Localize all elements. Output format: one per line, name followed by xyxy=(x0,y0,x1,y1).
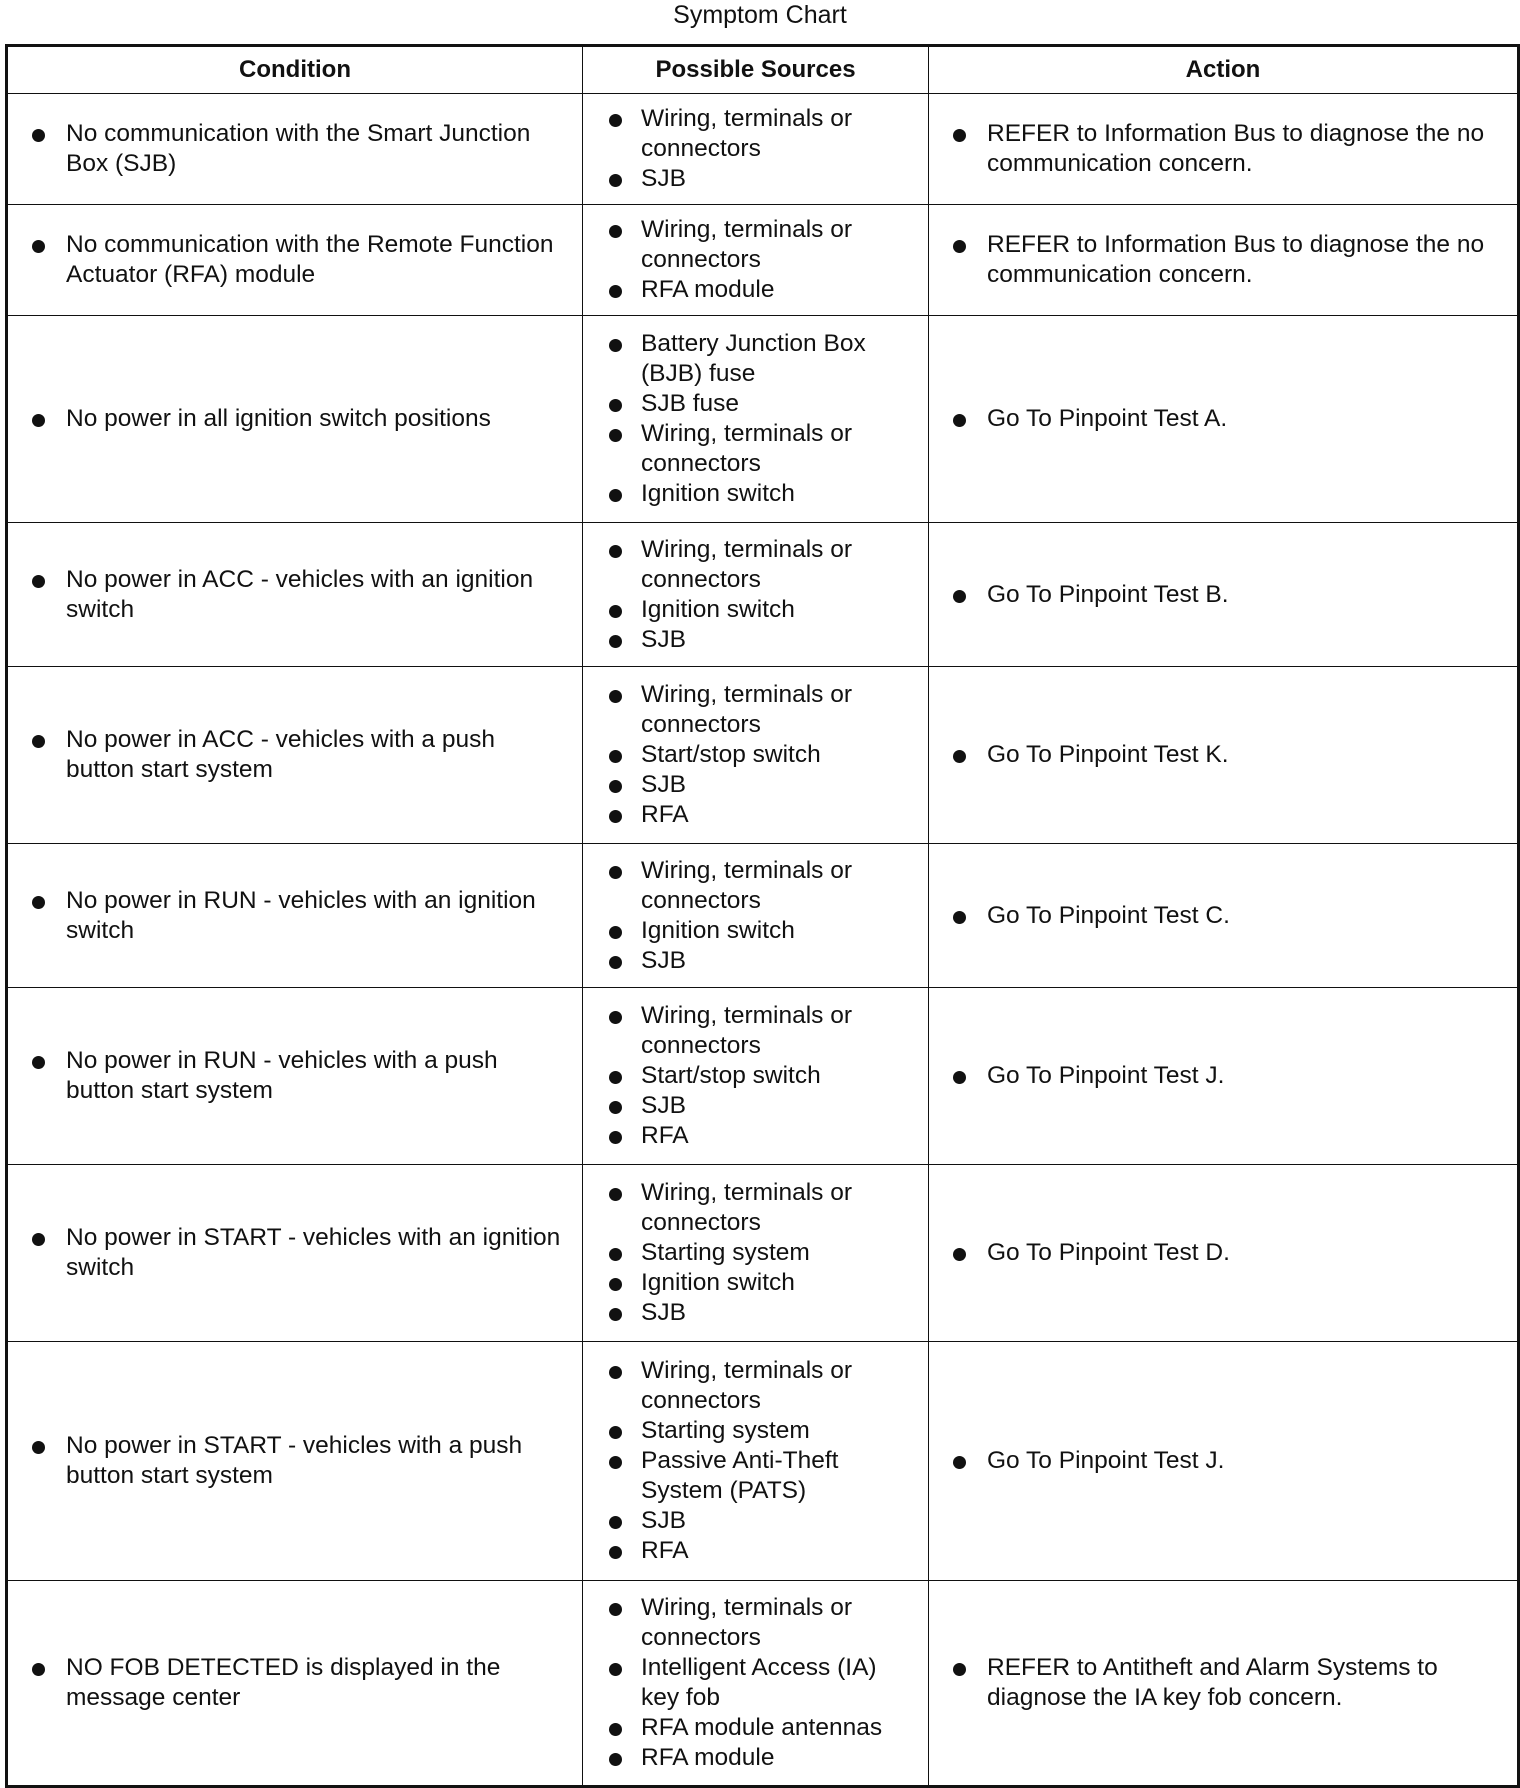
table-row xyxy=(7,844,1519,988)
source-item: Wiring, terminals or connectors xyxy=(583,215,928,275)
source-item: RFA module antennas xyxy=(583,1713,928,1743)
condition-cell xyxy=(7,94,583,205)
source-item: Wiring, terminals or connectors xyxy=(583,1593,928,1653)
bullet-list xyxy=(8,886,582,946)
table-row xyxy=(7,523,1519,667)
source-item: Ignition switch xyxy=(583,1268,928,1298)
source-item: SJB xyxy=(583,1298,928,1328)
condition-text: No communication with the Remote Function Actuator (RFA) module xyxy=(8,230,582,290)
table-row xyxy=(7,1342,1519,1581)
bullet-list xyxy=(929,580,1517,610)
source-item: SJB xyxy=(583,770,928,800)
source-item: RFA xyxy=(583,1536,928,1566)
bullet-list xyxy=(8,1223,582,1283)
source-item: Start/stop switch xyxy=(583,740,928,770)
source-item: Wiring, terminals or connectors xyxy=(583,856,928,916)
possible-sources-cell xyxy=(583,94,929,205)
condition-cell xyxy=(7,205,583,316)
bullet-list xyxy=(583,104,928,194)
chart-caption: Symptom Chart xyxy=(673,1,847,29)
source-item: Ignition switch xyxy=(583,916,928,946)
source-item: Ignition switch xyxy=(583,595,928,625)
action-text: Go To Pinpoint Test J. xyxy=(929,1446,1517,1476)
action-cell xyxy=(929,205,1519,316)
bullet-list xyxy=(583,215,928,305)
source-item: SJB xyxy=(583,164,928,194)
action-cell xyxy=(929,667,1519,844)
condition-text: No power in START - vehicles with an ignition switch xyxy=(8,1223,582,1283)
table-row xyxy=(7,1581,1519,1787)
source-item: Start/stop switch xyxy=(583,1061,928,1091)
bullet-list xyxy=(583,329,928,509)
table-row xyxy=(7,1165,1519,1342)
source-item: RFA xyxy=(583,1121,928,1151)
action-text: REFER to Information Bus to diagnose the no communication concern. xyxy=(929,230,1517,290)
possible-sources-cell xyxy=(583,1342,929,1581)
action-text: Go To Pinpoint Test D. xyxy=(929,1238,1517,1268)
action-cell xyxy=(929,94,1519,205)
bullet-list xyxy=(929,740,1517,770)
source-item: Wiring, terminals or connectors xyxy=(583,535,928,595)
source-item: Wiring, terminals or connectors xyxy=(583,419,928,479)
condition-text: NO FOB DETECTED is displayed in the message center xyxy=(8,1653,582,1713)
bullet-list xyxy=(8,404,582,434)
condition-cell xyxy=(7,1581,583,1787)
action-text: Go To Pinpoint Test A. xyxy=(929,404,1517,434)
action-text: Go To Pinpoint Test J. xyxy=(929,1061,1517,1091)
table-row xyxy=(7,667,1519,844)
source-item: RFA module xyxy=(583,275,928,305)
bullet-list xyxy=(8,1046,582,1106)
bullet-list xyxy=(8,565,582,625)
action-cell xyxy=(929,1342,1519,1581)
action-text: REFER to Antitheft and Alarm Systems to diagnose the IA key fob concern. xyxy=(929,1653,1517,1713)
bullet-list xyxy=(8,230,582,290)
bullet-list xyxy=(929,1061,1517,1091)
condition-text: No power in START - vehicles with a push button start system xyxy=(8,1431,582,1491)
action-text: REFER to Information Bus to diagnose the no communication concern. xyxy=(929,119,1517,179)
source-item: Passive Anti-Theft System (PATS) xyxy=(583,1446,928,1506)
header-condition: Condition xyxy=(7,46,583,94)
bullet-list xyxy=(583,535,928,655)
source-item: RFA xyxy=(583,800,928,830)
bullet-list xyxy=(929,230,1517,290)
action-text: Go To Pinpoint Test C. xyxy=(929,901,1517,931)
condition-cell xyxy=(7,1165,583,1342)
bullet-list xyxy=(8,119,582,179)
condition-text: No power in ACC - vehicles with an ignition switch xyxy=(8,565,582,625)
possible-sources-cell xyxy=(583,1165,929,1342)
action-cell xyxy=(929,988,1519,1165)
condition-text: No communication with the Smart Junction Box (SJB) xyxy=(8,119,582,179)
table-row xyxy=(7,988,1519,1165)
source-item: Ignition switch xyxy=(583,479,928,509)
bullet-list xyxy=(929,1653,1517,1713)
bullet-list xyxy=(929,1446,1517,1476)
condition-cell xyxy=(7,844,583,988)
source-item: RFA module xyxy=(583,1743,928,1773)
bullet-list xyxy=(8,1653,582,1713)
bullet-list xyxy=(583,1001,928,1151)
bullet-list xyxy=(583,856,928,976)
bullet-list xyxy=(929,901,1517,931)
action-cell xyxy=(929,844,1519,988)
source-item: SJB fuse xyxy=(583,389,928,419)
condition-cell xyxy=(7,523,583,667)
possible-sources-cell xyxy=(583,316,929,523)
action-text: Go To Pinpoint Test B. xyxy=(929,580,1517,610)
table-row xyxy=(7,94,1519,205)
source-item: Wiring, terminals or connectors xyxy=(583,1178,928,1238)
condition-cell xyxy=(7,667,583,844)
source-item: Wiring, terminals or connectors xyxy=(583,1001,928,1061)
bullet-list xyxy=(583,1178,928,1328)
condition-cell xyxy=(7,988,583,1165)
condition-text: No power in RUN - vehicles with an ignition switch xyxy=(8,886,582,946)
action-cell xyxy=(929,1165,1519,1342)
possible-sources-cell xyxy=(583,1581,929,1787)
bullet-list xyxy=(929,1238,1517,1268)
possible-sources-cell xyxy=(583,667,929,844)
bullet-list xyxy=(583,680,928,830)
source-item: SJB xyxy=(583,1091,928,1121)
bullet-list xyxy=(8,725,582,785)
bullet-list xyxy=(929,404,1517,434)
table-row xyxy=(7,316,1519,523)
table-row xyxy=(7,205,1519,316)
table-body xyxy=(7,94,1519,1787)
bullet-list xyxy=(929,119,1517,179)
action-text: Go To Pinpoint Test K. xyxy=(929,740,1517,770)
bullet-list xyxy=(8,1431,582,1491)
source-item: SJB xyxy=(583,625,928,655)
bullet-list xyxy=(583,1593,928,1773)
source-item: SJB xyxy=(583,1506,928,1536)
action-cell xyxy=(929,316,1519,523)
condition-text: No power in RUN - vehicles with a push button start system xyxy=(8,1046,582,1106)
table-header-row xyxy=(7,46,1519,94)
source-item: SJB xyxy=(583,946,928,976)
possible-sources-cell xyxy=(583,988,929,1165)
possible-sources-cell xyxy=(583,523,929,667)
source-item: Starting system xyxy=(583,1416,928,1446)
source-item: Battery Junction Box (BJB) fuse xyxy=(583,329,928,389)
header-action: Action xyxy=(929,46,1519,94)
source-item: Intelligent Access (IA) key fob xyxy=(583,1653,928,1713)
bullet-list xyxy=(583,1356,928,1566)
header-possible-sources: Possible Sources xyxy=(583,46,929,94)
action-cell xyxy=(929,1581,1519,1787)
condition-cell xyxy=(7,316,583,523)
condition-text: No power in ACC - vehicles with a push button start system xyxy=(8,725,582,785)
symptom-table xyxy=(5,44,1520,1788)
condition-cell xyxy=(7,1342,583,1581)
source-item: Starting system xyxy=(583,1238,928,1268)
source-item: Wiring, terminals or connectors xyxy=(583,104,928,164)
source-item: Wiring, terminals or connectors xyxy=(583,680,928,740)
possible-sources-cell xyxy=(583,844,929,988)
possible-sources-cell xyxy=(583,205,929,316)
condition-text: No power in all ignition switch positions xyxy=(8,404,582,434)
source-item: Wiring, terminals or connectors xyxy=(583,1356,928,1416)
action-cell xyxy=(929,523,1519,667)
